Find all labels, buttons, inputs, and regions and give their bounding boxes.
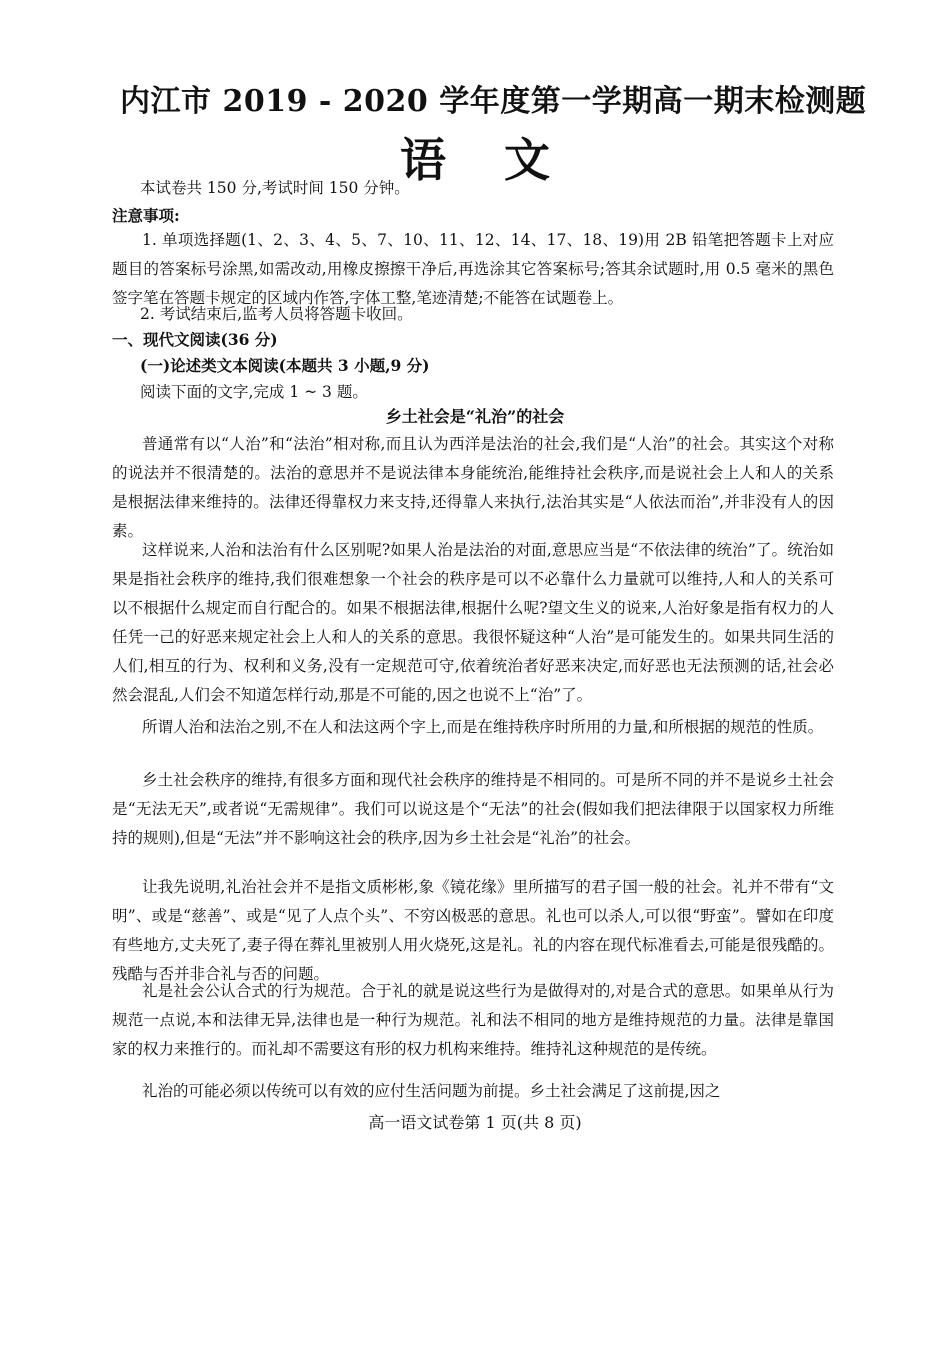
article-paragraph: 这样说来,人治和法治有什么区别呢?如果人治是法治的对面,意思应当是“不依法律的统治”了。统治如果是指社会秩序的维持,我们很难想象一个社会的秩序是可以不必靠什么力量就可以维持,人和人的关系可以不根据什么规定而自行配合的。如果不根据法律,根据什么呢?望文生义的说来,人治好象是指有权力的人任凭一己的好恶来规定社会上人和人的关系的意思。我很怀疑这种“人治”是可能发生的。如果共同生活的人们,相互的行为、权利和义务,没有一定规范可守,依着统治者好恶来决定,而好恶也无法预测的话,社会必然会混乱,人们会不知道怎样行动,那是不可能的,因之也说不上“治”了。 [112,541,834,704]
section-subheading: (一)论述类文本阅读(本题共 3 小题,9 分) [140,356,430,375]
notes-heading: 注意事项: [112,206,180,225]
article-paragraph: 普通常有以“人治”和“法治”相对称,而且认为西洋是法治的社会,我们是“人治”的社会。其实这个对称的说法并不很清楚的。法治的意思并不是说法律本身能统治,能维持社会秩序,而是说社会上人和人的关系是根据法律来维持的。法律还得靠权力来支持,还得靠人来执行,法治其实是“人依法而治”,并非没有人的因素。 [112,435,834,540]
section-instruction: 阅读下面的文字,完成 1 ~ 3 题。 [140,383,368,401]
article-title: 乡土社会是“礼治”的社会 [385,407,565,426]
exam-intro: 本试卷共 150 分,考试时间 150 分钟。 [140,179,410,197]
article-paragraph: 乡土社会秩序的维持,有很多方面和现代社会秩序的维持是不相同的。可是所不同的并不是说乡土社会是“无法无天”,或者说“无需规律”。我们可以说这是个“无法”的社会(假如我们把法律限于以国家权力所维持的规则),但是“无法”并不影响这社会的秩序,因为乡土社会是“礼治”的社会。 [112,771,834,847]
notes-item-1: 1. 单项选择题(1、2、3、4、5、7、10、11、12、14、17、18、19)用 2B 铅笔把答题卡上对应题目的答案标号涂黑,如需改动,用橡皮擦擦干净后,再选涂其它答案标号;答其余试题时,用 0.5 毫米的黑色签字笔在答题卡规定的区域内作答,字体工整,笔迹清楚;不能答在试题卷上。 [112,231,834,307]
article-paragraph: 让我先说明,礼治社会并不是指文质彬彬,象《镜花缘》里所描写的君子国一般的社会。礼并不带有“文明”、或是“慈善”、或是“见了人点个头”、不穷凶极恶的意思。礼也可以杀人,可以很“野蛮”。譬如在印度有些地方,丈夫死了,妻子得在葬礼里被别人用火烧死,这是礼。礼的内容在现代标准看去,可能是很残酷的。残酷与否并非合礼与否的问题。 [112,878,834,983]
section-heading: 一、现代文阅读(36 分) [112,330,278,349]
article-paragraph: 礼治的可能必须以传统可以有效的应付生活问题为前提。乡土社会满足了这前提,因之 [142,1082,721,1100]
page-footer: 高一语文试卷第 1 页(共 8 页) [368,1113,582,1132]
subject-title: 语文 [400,133,608,187]
notes-item-2: 2. 考试结束后,监考人员将答题卡收回。 [140,305,413,323]
article-paragraph: 礼是社会公认合式的行为规范。合于礼的就是说这些行为是做得对的,对是合式的意思。如果单从行为规范一点说,本和法律无异,法律也是一种行为规范。礼和法不相同的地方是维持规范的力量。法律是靠国家的权力来推行的。而礼却不需要这有形的权力机构来维持。维持礼这种规范的是传统。 [112,982,834,1058]
article-paragraph: 所谓人治和法治之别,不在人和法这两个字上,而是在维持秩序时所用的力量,和所根据的规范的性质。 [142,718,824,736]
exam-title: 内江市 2019 - 2020 学年度第一学期高一期末检测题 [120,84,867,119]
